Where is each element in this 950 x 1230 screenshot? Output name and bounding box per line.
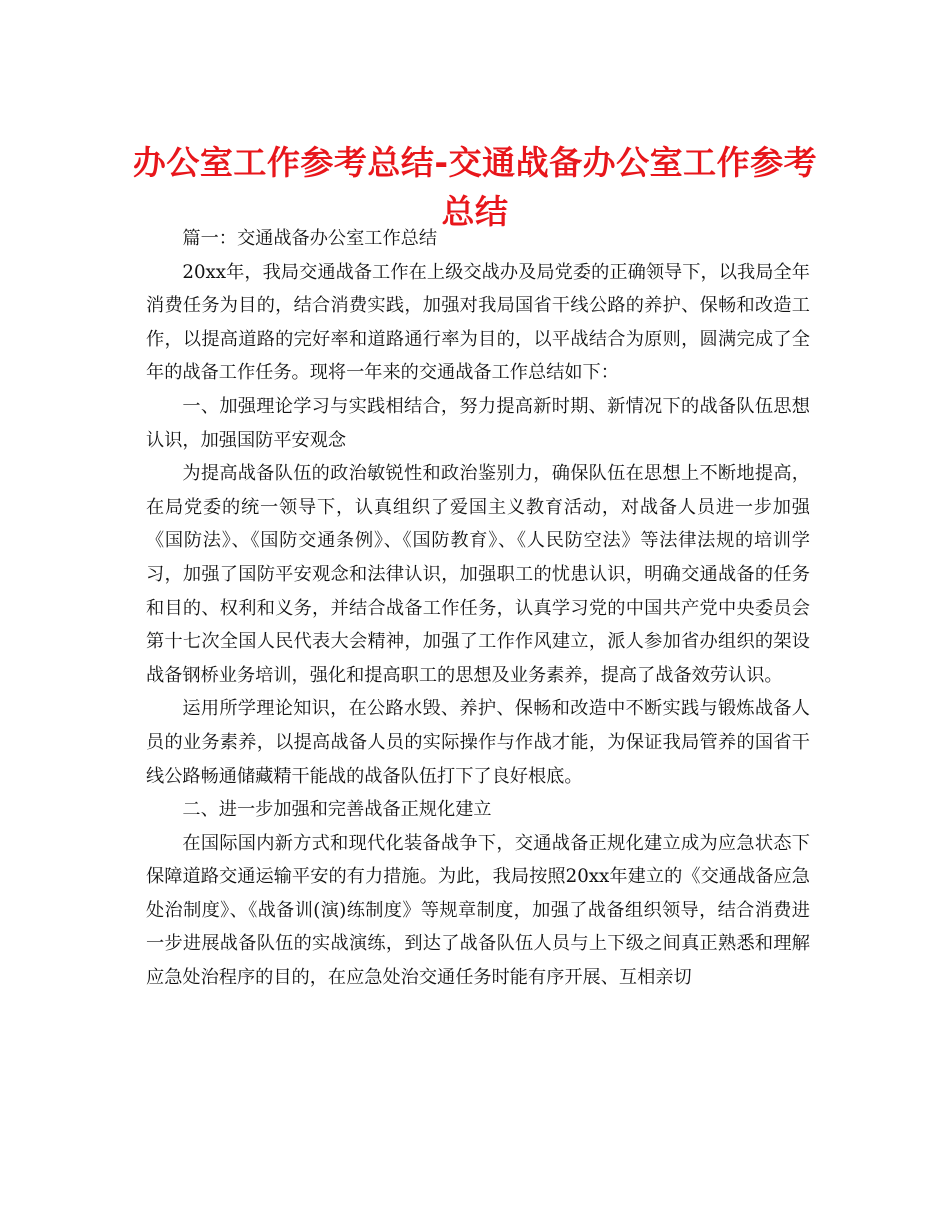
document-title: 办公室工作参考总结-交通战备办公室工作参考总结 xyxy=(132,143,818,231)
paragraph-heading-1: 一、加强理论学习与实践相结合，努力提高新时期、新情况下的战备队伍思想认识，加强国防平安观念 xyxy=(146,395,810,451)
paragraph-body-2: 运用所学理论知识，在公路水毁、养护、保畅和改造中不断实践与锻炼战备人员的业务素养，以提高战备人员的实际操作与作战才能，为保证我局管养的国省干线公路畅通储藏精干能战的战备队伍打下了良好根底。 xyxy=(146,698,810,787)
paragraph-intro: 20xx年，我局交通战备工作在上级交战办及局党委的正确领导下，以我局全年消费任务为目的，结合消费实践，加强对我局国省干线公路的养护、保畅和改造工作，以提高道路的完好率和道路通行率为目的，以平战结合为原则，圆满完成了全年的战备工作任务。现将一年来的交通战备工作总结如下： xyxy=(146,261,810,384)
paragraph-heading-2: 二、进一步加强和完善战备正规化建立 xyxy=(182,799,492,821)
paragraph-body-1: 为提高战备队伍的政治敏锐性和政治鉴别力，确保队伍在思想上不断地提高，在局党委的统一领导下，认真组织了爱国主义教育活动，对战备人员进一步加强《国防法》、《国防交通条例》、《国防教育》、《人民防空法》等法律法规的培训学习，加强了国防平安观念和法律认识，加强职工的忧患认识，明确交通战备的任务和目的、权利和义务，并结合战备工作任务，认真学习党的中国共产党中央委员会第十七次全国人民代表大会精神，加强了工作作风建立，派人参加省办组织的架设战备钢桥业务培训，强化和提高职工的思想及业务素养，提高了战备效劳认识。 xyxy=(146,463,810,686)
paragraph-section-heading: 篇一：交通战备办公室工作总结 xyxy=(182,228,438,249)
document-body xyxy=(146,222,810,995)
paragraph-body-3: 在国际国内新方式和现代化装备战争下，交通战备正规化建立成为应急状态下保障道路交通运输平安的有力措施。为此，我局按照20xx年建立的《交通战备应急处治制度》、《战备训(演)练制度》等规章制度，加强了战备组织领导，结合消费进一步进展战备队伍的实战演练，到达了战备队伍人员与上下级之间真正熟悉和理解应急处治程序的目的，在应急处治交通任务时能有序开展、互相亲切 xyxy=(146,832,810,989)
